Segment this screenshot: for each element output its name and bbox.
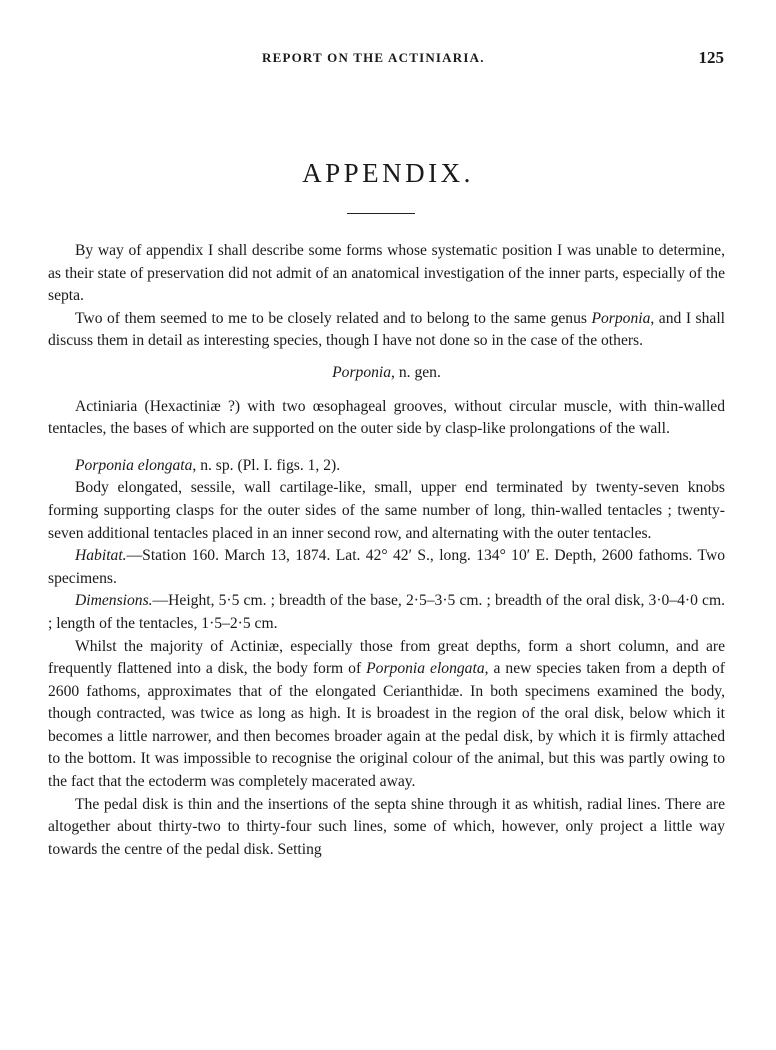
- section-title: APPENDIX.: [302, 158, 474, 188]
- genus-diagnosis: Actiniaria (Hexactiniæ ?) with two œsophageal grooves, without circular muscle, with thin-walled tentacles, the bases of which are supported on the outer side by clasp-like prolongations of the wall.: [48, 397, 725, 438]
- title-divider: [347, 213, 415, 214]
- species-description: Body elongated, sessile, wall cartilage-like, small, upper end terminated by twenty-seven knobs forming supporting clasps for the outer sides of the same number of long, thin-walled tentacles ; twenty-seven additional tentacles placed in an inner second row, and alternating with the outer tentacles.: [48, 479, 725, 542]
- species-dimensions: Dimensions.—Height, 5·5 cm. ; breadth of the base, 2·5–3·5 cm. ; breadth of the oral disk, 3·0–4·0 cm. ; length of the tentacles, 1·5–2·5 cm.: [48, 592, 725, 632]
- species-habitat: Habitat.—Station 160. March 13, 1874. Lat. 42° 42′ S., long. 134° 10′ E. Depth, 2600 fathoms. Two specimens.: [48, 547, 725, 587]
- main-text: [48, 240, 725, 861]
- species-heading: Porponia elongata, n. sp. (Pl. I. figs. 1, 2).: [75, 456, 341, 474]
- species-paragraph-2: The pedal disk is thin and the insertions of the septa shine through it as whitish, radial lines. There are altogether about thirty-two to thirty-four such lines, some of which, however, only project a little way towards the centre of the pedal disk. Setting: [48, 795, 725, 858]
- page-header: [0, 48, 776, 72]
- species-paragraph-1: Whilst the majority of Actiniæ, especially those from great depths, form a short column, and are frequently flattened into a disk, the body form of Porponia elongata, a new species taken from a depth of 2600 fathoms, approximates that of the elongated Cerianthidæ. In both specimens examined the body, though contracted, was twice as long as high. It is broadest in the region of the oral disk, below which it becomes a little narrower, and then becomes broader again at the pedal disk, by which it is firmly attached to the bottom. It was impossible to recognise the original colour of the animal, but this was partly owing to the fact that the ectoderm was completely macerated away.: [48, 637, 725, 791]
- genus-heading: Porponia, n. gen.: [332, 363, 441, 381]
- intro-paragraph-1: By way of appendix I shall describe some forms whose systematic position I was unable to determine, as their state of preservation did not admit of an anatomical investigation of the inner parts, especially of the septa.: [48, 242, 725, 305]
- intro-paragraph-2: Two of them seemed to me to be closely related and to belong to the same genus Porponia, and I shall discuss them in detail as interesting species, though I have not done so in the case of the others.: [48, 309, 725, 350]
- running-title: REPORT ON THE ACTINIARIA.: [262, 50, 485, 65]
- spacer: [48, 441, 725, 455]
- genus-name-inline: Porponia: [591, 309, 651, 327]
- page-number: 125: [698, 48, 724, 67]
